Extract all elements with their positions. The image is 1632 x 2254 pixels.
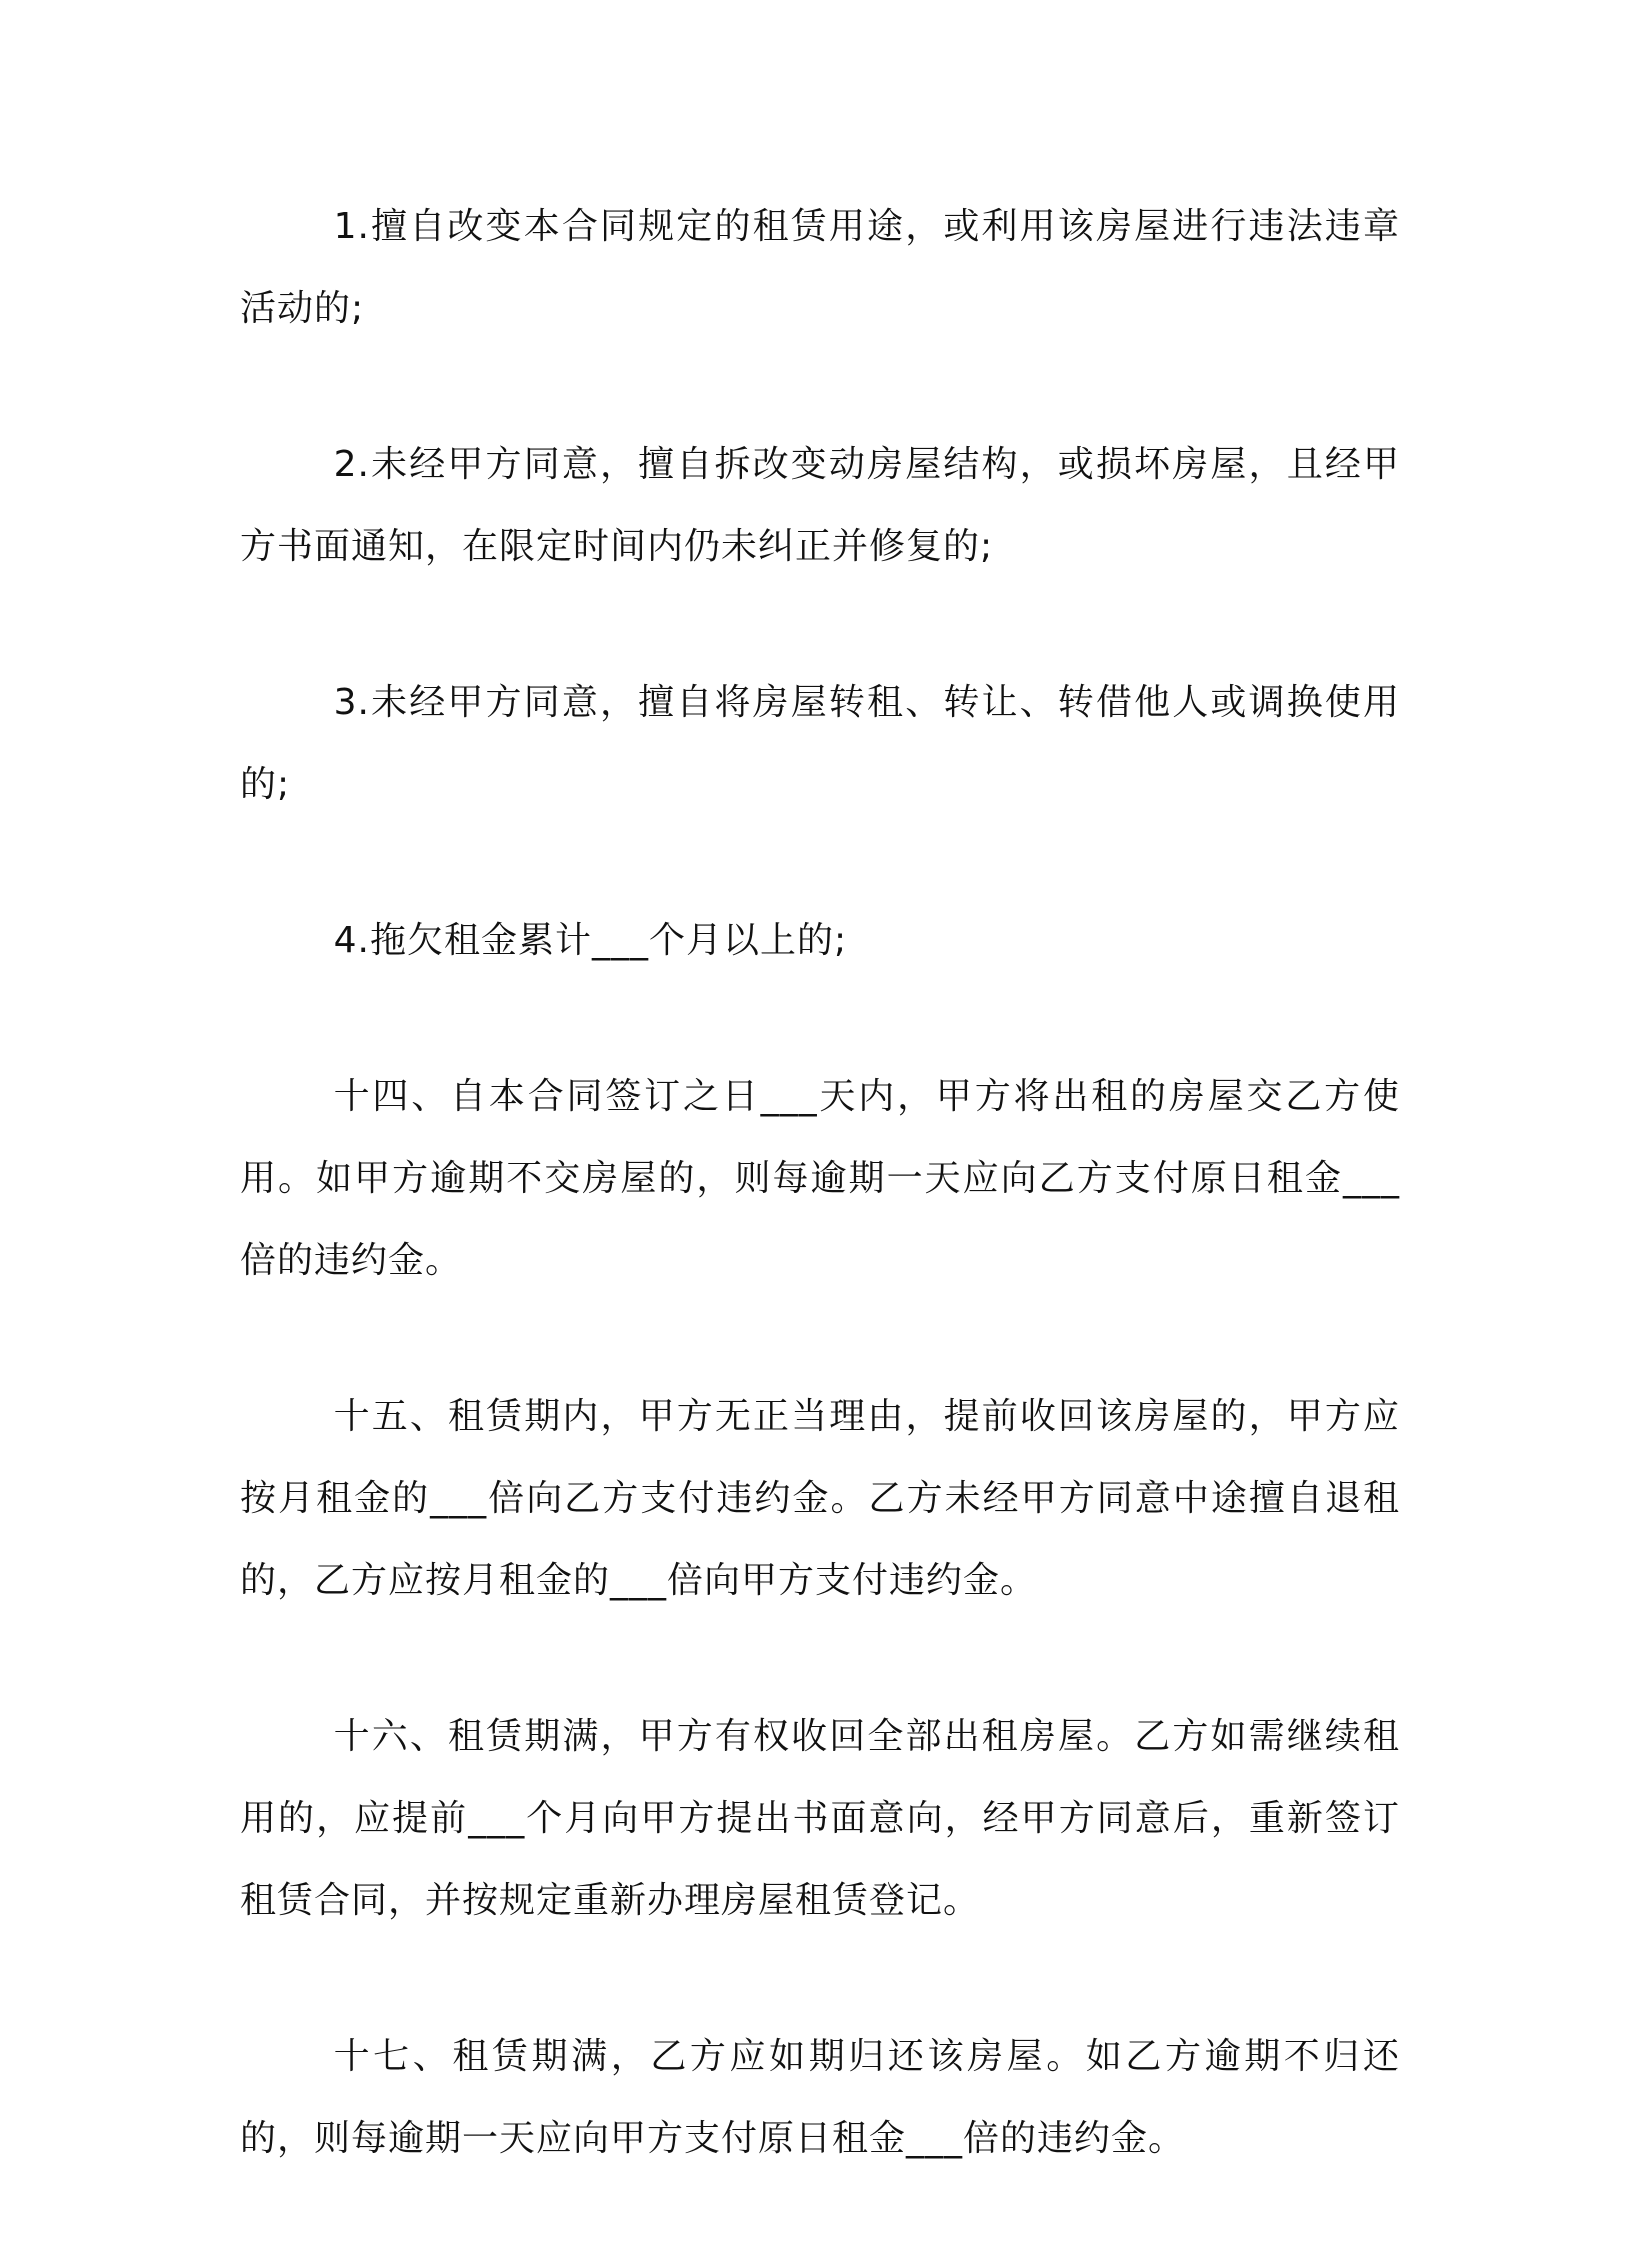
- clause-17: 十七、租赁期满，乙方应如期归还该房屋。如乙方逾期不归还的，则每逾期一天应向甲方支付原日租金___倍的违约金。: [240, 2036, 1400, 2159]
- clause-2: 2.未经甲方同意，擅自拆改变动房屋结构，或损坏房屋，且经甲方书面通知，在限定时间内仍未纠正并修复的;: [240, 444, 1400, 567]
- clause-1: 1.擅自改变本合同规定的租赁用途，或利用该房屋进行违法违章活动的;: [240, 206, 1400, 329]
- clause-3: 3.未经甲方同意，擅自将房屋转租、转让、转借他人或调换使用的;: [240, 682, 1400, 805]
- clause-4: 4.拖欠租金累计___个月以上的;: [333, 920, 848, 961]
- document-page: [240, 186, 1400, 2254]
- clause-15: 十五、租赁期内，甲方无正当理由，提前收回该房屋的，甲方应按月租金的___倍向乙方支付违约金。乙方未经甲方同意中途擅自退租的，乙方应按月租金的___倍向甲方支付违约金。: [240, 1396, 1400, 1601]
- clause-14: 十四、自本合同签订之日___天内，甲方将出租的房屋交乙方使用。如甲方逾期不交房屋的，则每逾期一天应向乙方支付原日租金___倍的违约金。: [240, 1076, 1400, 1281]
- clause-16: 十六、租赁期满，甲方有权收回全部出租房屋。乙方如需继续租用的，应提前___个月向甲方提出书面意向，经甲方同意后，重新签订租赁合同，并按规定重新办理房屋租赁登记。: [240, 1716, 1400, 1921]
